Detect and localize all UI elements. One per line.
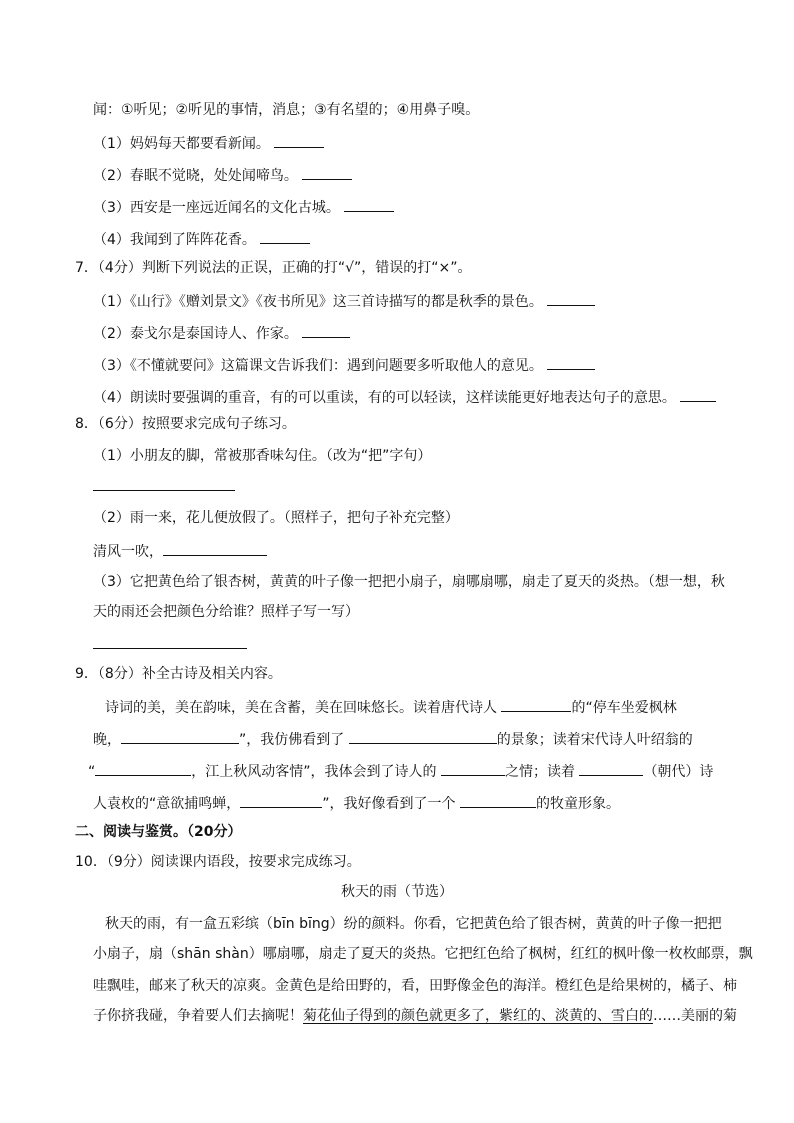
passage-line-3: 哇飘哇，邮来了秋天的凉爽。金黄色是给田野的，看，田野像金色的海洋。橙红色是给果树的，橘子、柿 [93, 978, 737, 994]
answer-blank[interactable] [163, 540, 267, 556]
q8-item-2-answer: 清风一吹， [93, 540, 267, 562]
answer-blank[interactable] [302, 164, 352, 180]
underlined-sentence: 菊花仙子得到的颜色就更多了，紫红的、淡黄的、雪白的 [303, 1008, 653, 1024]
answer-blank[interactable] [547, 290, 595, 306]
answer-blank[interactable] [680, 386, 716, 402]
answer-blank[interactable] [274, 132, 324, 148]
answer-blank[interactable] [121, 728, 239, 744]
q8-item-3-line1: （3）它把黄色给了银杏树，黄黄的叶子像一把把小扇子，扇哪扇哪，扇走了夏天的炎热。（想一想，秋 [93, 574, 725, 590]
passage-line-4: 子你挤我碰，争着要人们去摘呢！菊花仙子得到的颜色就更多了，紫红的、淡黄的、雪白的……美丽的菊 [93, 1008, 737, 1024]
answer-blank[interactable] [579, 760, 643, 776]
q8-title: 8．（6分）按照要求完成句子练习。 [75, 416, 296, 432]
section-2-heading: 二、阅读与鉴赏。（20分） [75, 824, 242, 840]
answer-line[interactable] [93, 648, 247, 649]
q8-item-1: （1）小朋友的脚，常被那香味勾住。（改为“把”字句） [93, 448, 432, 464]
q9-line4: 人袁枚的“意欲捕鸣蝉， ”，我好像看到了一个 的牧童形象。 [93, 792, 620, 814]
answer-blank[interactable] [260, 228, 310, 244]
q9-line1: 诗词的美，美在韵味，美在含蓄，美在回味悠长。读着唐代诗人 的“停车坐爱枫林 [105, 696, 677, 718]
q8-item-3-line2: 天的雨还会把颜色分给谁？照样子写一写） [93, 604, 359, 620]
q7-item-4: （4）朗读时要强调的重音，有的可以重读，有的可以轻读，这样读能更好地表达句子的意思。 [93, 386, 716, 408]
answer-blank[interactable] [349, 728, 497, 744]
q6-item-1: （1）妈妈每天都要看新闻。 [93, 132, 324, 154]
passage-line-1: 秋天的雨，有一盒五彩缤（bīn bīng）纷的颜料。你看，它把黄色给了银杏树，黄黄的叶子像一把把 [105, 916, 722, 932]
q6-definition: 闻：①听见；②听见的事情，消息；③有名望的；④用鼻子嗅。 [93, 102, 480, 118]
answer-blank[interactable] [501, 696, 571, 712]
q7-item-1: （1）《山行》《赠刘景文》《夜书所见》这三首诗描写的都是秋季的景色。 [93, 290, 595, 312]
q7-item-2: （2）泰戈尔是泰国诗人、作家。 [93, 322, 350, 344]
passage-line-2: 小扇子，扇（shān shàn）哪扇哪，扇走了夏天的炎热。它把红色给了枫树，红红的枫叶像一枚枚邮票，飘 [93, 946, 753, 962]
q8-item-2: （2）雨一来，花儿便放假了。（照样子，把句子补充完整） [93, 510, 459, 526]
q7-item-3: （3）《不懂就要问》这篇课文告诉我们：遇到问题要多听取他人的意见。 [93, 354, 595, 376]
q7-title: 7．（4分）判断下列说法的正误，正确的打“√”，错误的打“×”。 [75, 260, 472, 276]
q9-line2: 晚， ”，我仿佛看到了 的景象；读着宋代诗人叶绍翁的 [93, 728, 693, 750]
answer-blank[interactable] [547, 354, 595, 370]
answer-blank[interactable] [344, 196, 394, 212]
answer-blank[interactable] [240, 792, 322, 808]
passage-title: 秋天的雨（节选） [341, 884, 453, 900]
answer-blank[interactable] [95, 760, 191, 776]
answer-blank[interactable] [302, 322, 350, 338]
q6-item-3: （3）西安是一座远近闻名的文化古城。 [93, 196, 394, 218]
answer-blank[interactable] [441, 760, 505, 776]
q9-line3: “ ，江上秋风动客情”，我体会到了诗人的 之情；读着 （朝代）诗 [88, 760, 713, 782]
answer-line[interactable] [93, 490, 235, 491]
q10-title: 10．（9分）阅读课内语段，按要求完成练习。 [75, 854, 361, 870]
answer-blank[interactable] [460, 792, 536, 808]
q6-item-4: （4）我闻到了阵阵花香。 [93, 228, 310, 250]
q9-title: 9．（8分）补全古诗及相关内容。 [75, 666, 282, 682]
q6-item-2: （2）春眠不觉晓，处处闻啼鸟。 [93, 164, 352, 186]
